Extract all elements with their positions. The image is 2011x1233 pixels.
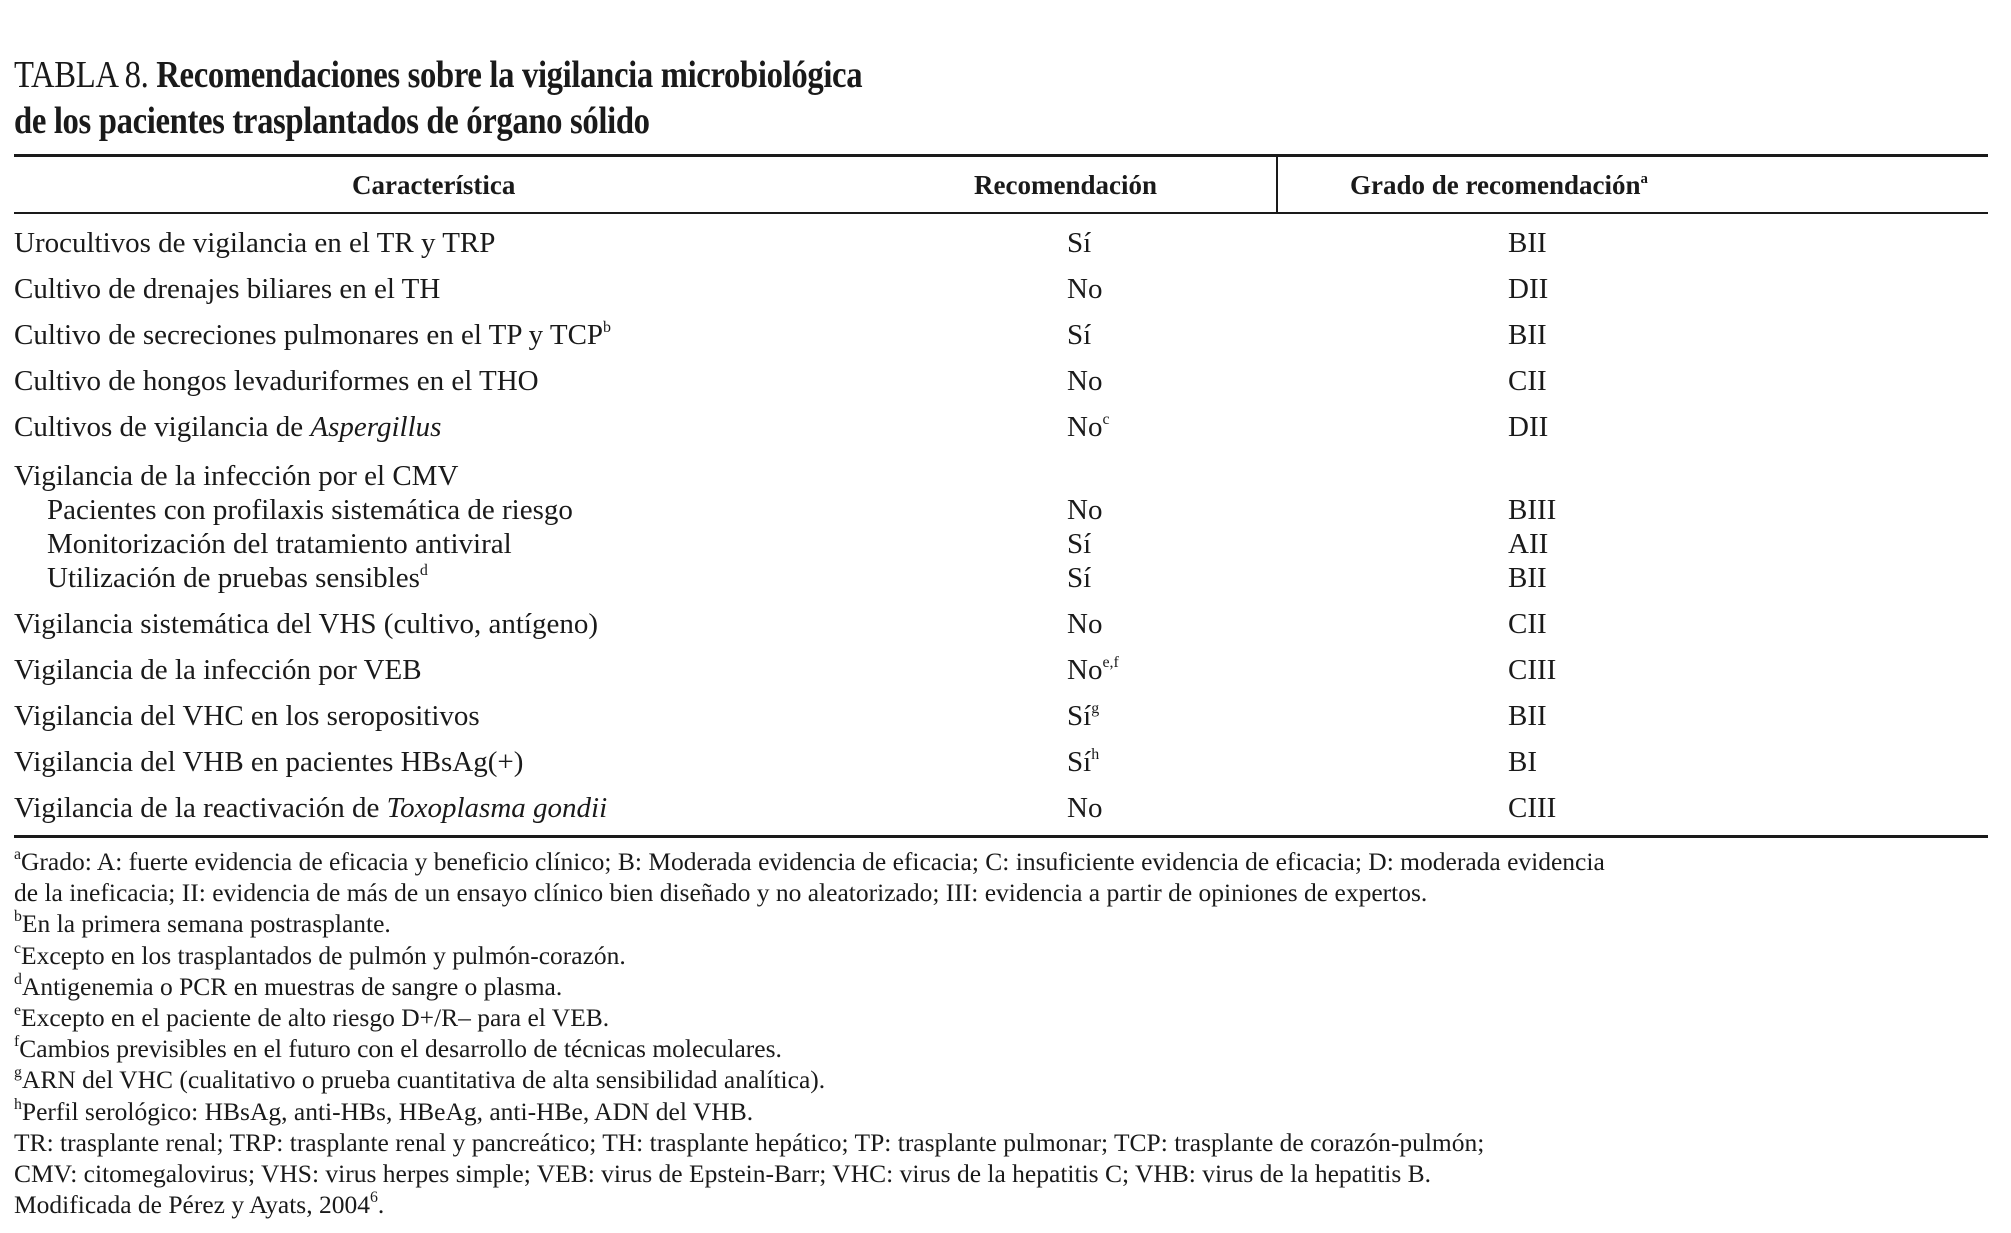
cell-recomendacion (1067, 527, 1091, 561)
caracteristica-text: Vigilancia de la infección por el CMV (14, 460, 459, 492)
cell-grado: DII (1508, 273, 1549, 305)
footnote-line (14, 940, 1994, 971)
caracteristica-text: Utilización de pruebas sensibles (47, 562, 420, 594)
footnote-line (14, 1064, 1994, 1095)
header-grado-text: Grado de recomendación (1350, 170, 1641, 200)
cell-grado: CII (1508, 608, 1547, 640)
table-title (14, 52, 1046, 144)
recomendacion-text: No (1067, 792, 1103, 824)
caracteristica-italic: Toxoplasma gondii (386, 792, 608, 824)
cell-recomendacion (1067, 607, 1102, 641)
cell-caracteristica (14, 318, 611, 352)
cell-grado: BII (1508, 700, 1547, 732)
cell-grado: AII (1508, 528, 1549, 560)
recomendacion-text: Sí (1067, 227, 1092, 259)
cell-caracteristica (14, 226, 495, 260)
cell-grado: CIII (1508, 654, 1557, 686)
footnote-mark: b (14, 908, 22, 926)
cell-recomendacion (1067, 364, 1102, 398)
recomendacion-text: Sí (1067, 562, 1092, 594)
footnote-mark: g (14, 1064, 22, 1082)
title-text-line-1: Recomendaciones sobre la vigilancia microbiológica (156, 54, 863, 96)
caracteristica-text: Vigilancia de la reactivación de (14, 792, 387, 824)
caracteristica-text: Monitorización del tratamiento antiviral (47, 528, 512, 560)
cell-caracteristica (14, 607, 598, 641)
footnote-mark: f (14, 1033, 20, 1051)
footnote-text: Modificada de Pérez y Ayats, 2004 (14, 1190, 370, 1220)
header-grado (1350, 168, 1648, 202)
footnote-line (14, 877, 1994, 908)
caracteristica-text: Cultivos de vigilancia de (14, 411, 311, 443)
top-rule (14, 154, 1988, 157)
cell-caracteristica (47, 561, 428, 595)
cell-recomendacion (1067, 653, 1119, 687)
cell-recomendacion (1067, 318, 1091, 352)
cell-recomendacion (1067, 493, 1102, 527)
recomendacion-text: Sí (1067, 528, 1092, 560)
footnote-mark: a (14, 845, 22, 863)
footnote-mark: h (14, 1095, 22, 1113)
cell-caracteristica (14, 699, 480, 733)
header-grado-sup: a (1640, 170, 1648, 187)
caracteristica-text: Pacientes con profilaxis sistemática de riesgo (47, 494, 573, 526)
recomendacion-text: No (1067, 365, 1103, 397)
cell-grado: BII (1508, 562, 1547, 594)
cell-caracteristica (47, 527, 512, 561)
recomendacion-text: No (1067, 411, 1103, 443)
caracteristica-text: Cultivo de secreciones pulmonares en el TP y TCP (14, 319, 604, 351)
footnote-text: Perfil serológico: HBsAg, anti-HBs, HBeAg, anti-HBe, ADN del VHB. (21, 1096, 754, 1126)
reference-mark: 6 (369, 1189, 378, 1207)
footnote-text: Antigenemia o PCR en muestras de sangre o plasma. (21, 971, 563, 1001)
cell-grado: BI (1508, 746, 1537, 778)
caracteristica-footnote-mark: b (603, 318, 612, 336)
footnote-line (14, 971, 1994, 1002)
title-text-line-2: de los pacientes trasplantados de órgano sólido (14, 100, 650, 142)
footnote-text: TR: trasplante renal; TRP: trasplante renal y pancreático; TH: trasplante hepático; TP: trasplante pulmonar; TCP: trasplante de corazón-pulmón; (14, 1127, 1485, 1157)
table-number-label: TABLA 8. (14, 54, 149, 96)
cell-grado: DII (1508, 411, 1549, 443)
header-column-separator (1276, 157, 1278, 212)
caracteristica-footnote-mark: d (419, 561, 428, 579)
cell-recomendacion (1067, 561, 1091, 595)
cell-caracteristica (14, 410, 441, 444)
cell-caracteristica (14, 653, 422, 687)
footnote-text: Grado: A: fuerte evidencia de eficacia y beneficio clínico; B: Moderada evidencia de eficacia; C: insuficiente evidencia de eficacia; D: moderada evidencia (21, 847, 1605, 876)
footnote-line (14, 1096, 1994, 1127)
recomendacion-text: Sí (1067, 746, 1092, 778)
cell-caracteristica (14, 745, 523, 779)
recomendacion-footnote-mark: h (1091, 745, 1100, 763)
recomendacion-text: No (1067, 494, 1103, 526)
bottom-rule (14, 835, 1988, 838)
cell-recomendacion (1067, 745, 1099, 779)
recomendacion-footnote-mark: g (1091, 699, 1100, 717)
footnote-mark: c (14, 939, 22, 957)
footnote-line (14, 908, 1994, 939)
footnote-line (14, 1189, 1994, 1220)
footnote-text: CMV: citomegalovirus; VHS: virus herpes simple; VEB: virus de Epstein-Barr; VHC: virus de la hepatitis C; VHB: virus de la hepatitis B. (14, 1159, 1432, 1189)
caracteristica-text: Cultivo de drenajes biliares en el TH (14, 273, 441, 305)
footnote-line (14, 1158, 1994, 1189)
caracteristica-text: Cultivo de hongos levaduriformes en el THO (14, 365, 539, 397)
cell-grado: CII (1508, 365, 1547, 397)
caracteristica-text: Vigilancia del VHC en los seropositivos (14, 700, 480, 732)
caracteristica-italic: Aspergillus (310, 411, 442, 443)
header-caracteristica: Característica (352, 170, 516, 200)
footnote-text: Excepto en los trasplantados de pulmón y pulmón-corazón. (21, 940, 626, 970)
recomendacion-text: No (1067, 654, 1103, 686)
title-line-1 (14, 52, 1046, 98)
cell-caracteristica (14, 272, 440, 306)
cell-grado: CIII (1508, 792, 1557, 824)
recomendacion-footnote-mark: c (1102, 410, 1110, 428)
footnote-text: Cambios previsibles en el futuro con el desarrollo de técnicas moleculares. (19, 1034, 782, 1064)
footnote-mark: d (14, 970, 22, 988)
recomendacion-text: Sí (1067, 319, 1092, 351)
footnote-tail: . (377, 1190, 385, 1220)
cell-recomendacion (1067, 410, 1110, 444)
recomendacion-text: No (1067, 273, 1103, 305)
footnote-line (14, 846, 1994, 877)
footnote-text: de la ineficacia; II: evidencia de más de un ensayo clínico bien diseñado y no aleatorizado; III: evidencia a partir de opiniones de expertos. (14, 878, 1428, 908)
caracteristica-text: Vigilancia del VHB en pacientes HBsAg(+) (14, 746, 524, 778)
footnote-line (14, 1002, 1994, 1033)
cell-caracteristica (47, 493, 573, 527)
cell-recomendacion (1067, 272, 1102, 306)
footnote-text: ARN del VHC (cualitativo o prueba cuantitativa de alta sensibilidad analítica). (21, 1065, 826, 1095)
footnote-line (14, 1127, 1994, 1158)
footnote-text: Excepto en el paciente de alto riesgo D+/R– para el VEB. (21, 1003, 610, 1033)
caracteristica-text: Vigilancia de la infección por VEB (14, 654, 422, 686)
recomendacion-footnote-mark: e,f (1102, 653, 1119, 671)
footnote-line (14, 1033, 1994, 1064)
cell-caracteristica (14, 364, 539, 398)
table-footnotes (14, 846, 1994, 1220)
recomendacion-text: Sí (1067, 700, 1092, 732)
caracteristica-text: Vigilancia sistemática del VHS (cultivo, antígeno) (14, 608, 599, 640)
cell-recomendacion (1067, 226, 1091, 260)
header-rule (14, 212, 1988, 214)
header-recomendacion: Recomendación (974, 170, 1157, 200)
cell-caracteristica (14, 791, 607, 825)
footnote-text: En la primera semana postrasplante. (21, 909, 391, 939)
caracteristica-text: Urocultivos de vigilancia en el TR y TRP (14, 227, 496, 259)
cell-recomendacion (1067, 791, 1102, 825)
cell-recomendacion (1067, 699, 1099, 733)
cell-grado: BIII (1508, 494, 1557, 526)
cell-grado: BII (1508, 227, 1547, 259)
recomendacion-text: No (1067, 608, 1103, 640)
cell-grado: BII (1508, 319, 1547, 351)
cell-caracteristica (14, 459, 458, 493)
footnote-mark: e (14, 1001, 22, 1019)
